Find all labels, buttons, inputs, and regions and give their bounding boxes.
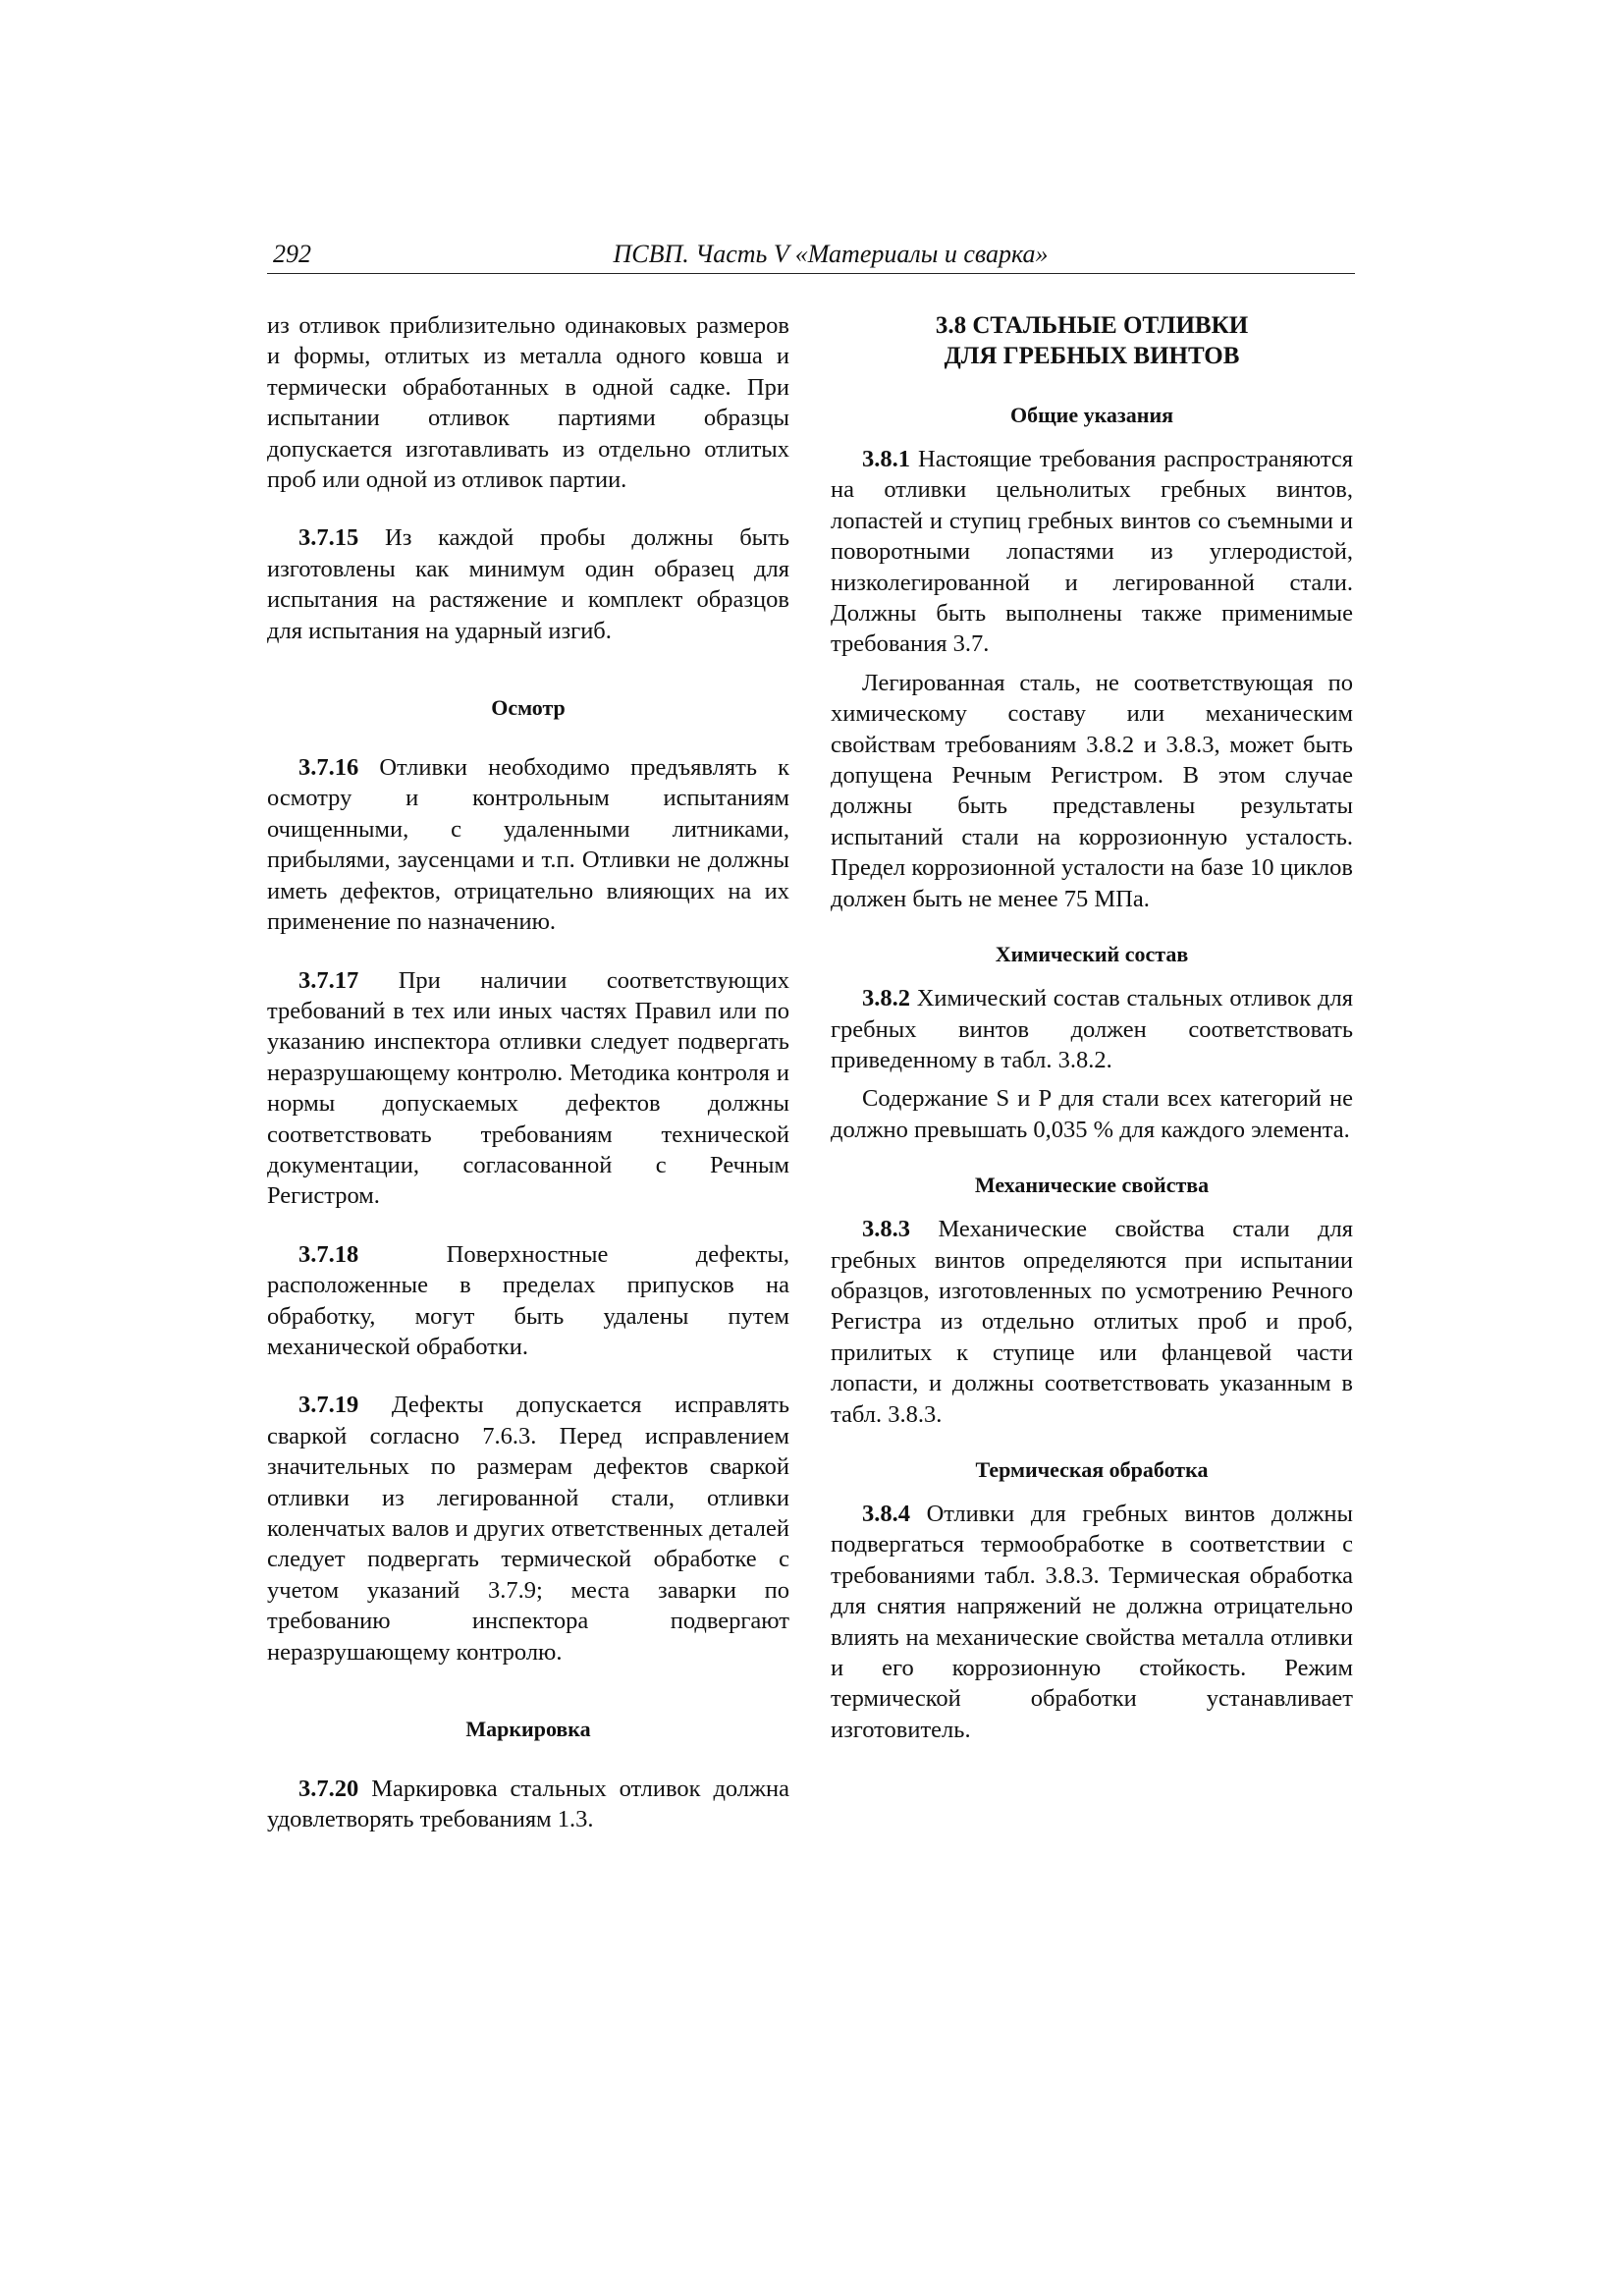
clause-3-8-2 [831,983,1353,1075]
section-title-line-2: ДЛЯ ГРЕБНЫХ ВИНТОВ [944,343,1240,369]
clause-3-7-19 [267,1390,789,1667]
subheading-chemical: Химический состав [995,942,1189,967]
section-title-line-1: 3.8 СТАЛЬНЫЕ ОТЛИВКИ [935,312,1249,339]
page-header [267,238,1355,274]
clause-text: Химический состав стальных отливок для гребных винтов должен соответствовать приведенному в табл. 3.8.2. [831,985,1353,1073]
clause-number: 3.7.17 [298,966,359,994]
subheading-mechanical: Механические свойства [974,1173,1210,1198]
clause-number: 3.7.19 [298,1392,359,1419]
clause-text: Маркировка стальных отливок должна удовлетворять требованиям 1.3. [267,1776,790,1833]
clause-number: 3.7.18 [298,1240,359,1268]
subheading-marking: Маркировка [465,1717,591,1742]
clause-text: При наличии соответствующих требований в тех или иных частях Правил или по указанию инспектора отливки следует подвергать неразрушающему контролю. Методика контроля и нормы допускаемых дефектов должны соответствовать требованиям технической документации, согласованной с Речным Регистром. [267,966,789,1210]
clause-3-7-15 [267,522,789,646]
clause-text: Механические свойства стали для гребных винтов определяются при испытании образцов, изготовленных по усмотрению Речного Регистра из отдельно отлитых проб и проб, прилитых к ступице или фланцевой части лопасти, и должны соответствовать указанным в табл. 3.8.3. [831,1216,1353,1428]
clause-number: 3.8.1 [862,446,910,472]
clause-3-8-1 [831,444,1353,660]
clause-text: Отливки необходимо предъявлять к осмотру и контрольным испытаниям очищенными, с удаленными литниками, прибылями, заусенцами и т.п. Отливки не должны иметь дефектов, отрицательно влияющих на их применение по назначению. [267,754,789,936]
clause-number: 3.7.20 [298,1776,359,1803]
clause-text: Из каждой пробы должны быть изготовлены как минимум один образец для испытания на растяжение и комплект образцов для испытания на ударный изгиб. [267,524,789,644]
subheading-osmotr: Осмотр [491,695,566,721]
clause-3-7-18 [267,1239,789,1363]
clause-3-8-4 [831,1499,1353,1745]
clause-number: 3.7.16 [298,754,359,782]
page-number: 292 [273,240,311,268]
left-column [267,310,789,1835]
clause-number: 3.8.4 [862,1500,910,1527]
running-title: ПСВП. Часть V «Материалы и сварка» [613,240,1049,268]
subheading-heat-treatment: Термическая обработка [975,1456,1209,1482]
subheading-general: Общие указания [1009,403,1174,427]
clause-3-7-20 [267,1774,789,1835]
clause-text: Дефекты допускается исправлять сваркой согласно 7.6.3. Перед исправлением значительных по размерам дефектов сваркой отливки из легированной стали, отливки коленчатых валов и других ответственных деталей следует подвергать термической обработке с учетом указаний 3.7.9; места заварки по требованию инспектора подвергают неразрушающему контролю. [267,1392,790,1666]
clause-number: 3.8.2 [862,985,910,1012]
right-column [831,310,1353,1745]
clause-number: 3.8.3 [862,1216,910,1243]
clause-3-7-16 [267,752,789,937]
paragraph-alloyed-steel: Легированная сталь, не соответствующая по химическому составу или механическим свойствам требованиям 3.8.2 и 3.8.3, может быть допущена Речным Регистром. В этом случае должны быть представлены результаты испытаний стали на коррозионную усталость. Предел коррозионной усталости на базе 10 циклов должен быть не менее 75 МПа. [831,669,1353,912]
paragraph-sulfur-phosphorus: Содержание S и P для стали всех категорий не должно превышать 0,035 % для каждого элемента. [831,1085,1353,1143]
clause-text: Настоящие требования распространяются на отливки цельнолитых гребных винтов, лопастей и ступиц гребных винтов со съемными и поворотными лопастями из углеродистой, низколегированной и легированной стали. Должны быть выполнены также применимые требования 3.7. [831,446,1354,658]
section-title [831,310,1353,371]
paragraph-continuation: из отливок приблизительно одинаковых размеров и формы, отлитых из металла одного ковша и термически обработанных в одной садке. При испытании отливок партиями образцы допускается изготавливать из отдельно отлитых проб или одной из отливок партии. [267,312,789,494]
clause-3-7-17 [267,965,789,1212]
clause-text: Отливки для гребных винтов должны подвергаться термообработке в соответствии с требованиями табл. 3.8.3. Термическая обработка для снятия напряжений не должна отрицательно влиять на механические свойства металла отливки и его коррозионную стойкость. Режим термической обработки устанавливает изготовитель. [831,1500,1354,1743]
clause-text: Поверхностные дефекты, расположенные в пределах припусков на обработку, могут быть удалены путем механической обработки. [267,1240,789,1360]
clause-3-8-3 [831,1214,1353,1430]
clause-number: 3.7.15 [298,524,359,552]
